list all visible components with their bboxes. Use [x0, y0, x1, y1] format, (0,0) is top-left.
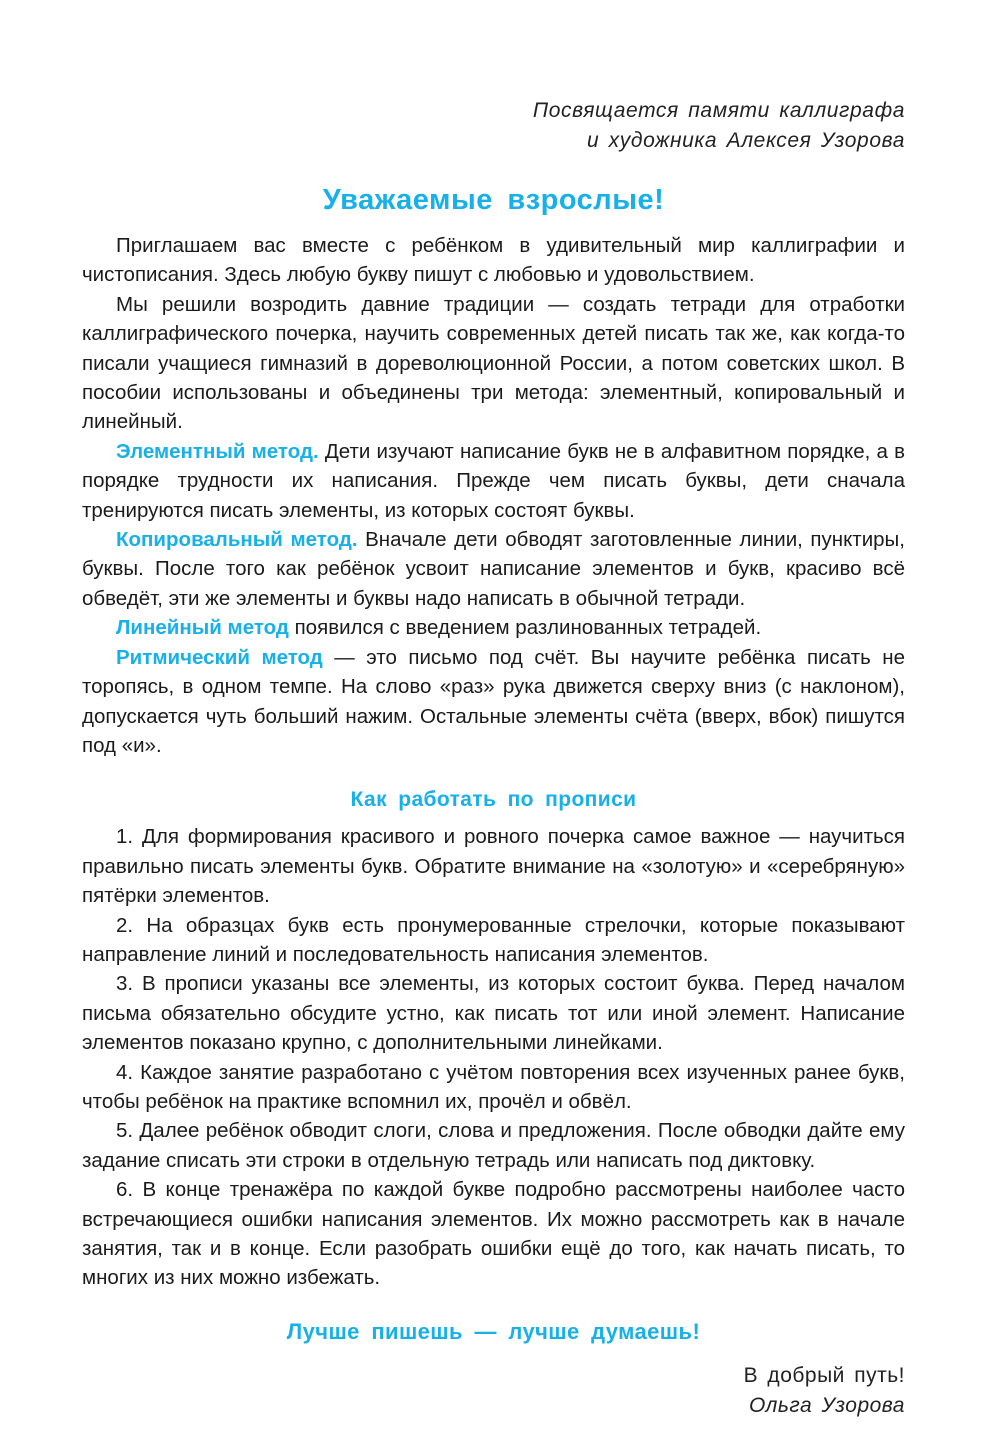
instruction-paragraph-5-text: 5. Далее ребёнок обводит слоги, слова и предложения. После обводки дайте ему задание списать эти строки в отдельную тетрадь или написать под диктовку.: [82, 1119, 905, 1172]
instruction-paragraph-3-text: 3. В прописи указаны все элементы, из которых состоит буква. Перед началом письма обязательно обсудите устно, как писать тот или иной элемент. Написание элементов показано крупно, с дополнительными линейками.: [82, 972, 905, 1055]
intro-paragraph-6-text: — это письмо под счёт. Вы научите ребёнка писать не торопясь, в одном темпе. На слово «раз» рука движется сверху вниз (с наклоном), допускается чуть больший нажим. Остальные элементы счёта (вверх, вбок) пишутся под «и».: [82, 645, 905, 757]
instruction-paragraph-4: [82, 1058, 905, 1117]
dedication-line-1: Посвящается памяти каллиграфа: [532, 99, 905, 122]
intro-paragraph-1-text: Приглашаем вас вместе с ребёнком в удивительный мир каллиграфии и чистописания. Здесь любую букву пишут с любовью и удовольствием.: [82, 234, 905, 287]
signature-author-name: Ольга Узорова: [748, 1393, 905, 1417]
intro-section: [82, 231, 905, 760]
intro-paragraph-5-lead: Линейный метод: [116, 616, 289, 640]
instruction-paragraph-6-text: 6. В конце тренажёра по каждой букве подробно рассмотрены наиболее часто встречающиеся ошибки написания элементов. Их можно рассмотреть как в начале занятия, так и в конце. Если разобрать ошибки ещё до того, как начать писать, то многих из них можно избежать.: [82, 1178, 905, 1290]
intro-paragraph-2: [82, 290, 905, 437]
section-heading-how-to-use: Как работать по прописи: [350, 788, 637, 812]
intro-paragraph-5: [82, 613, 905, 642]
slogan: Лучше пишешь — лучше думаешь!: [286, 1318, 701, 1344]
instruction-paragraph-5: [82, 1116, 905, 1175]
intro-paragraph-3: [82, 437, 905, 525]
intro-paragraph-1: [82, 231, 905, 290]
intro-paragraph-3-lead: Элементный метод.: [116, 439, 319, 463]
instruction-paragraph-1-text: 1. Для формирования красивого и ровного почерка самое важное — научиться правильно писать элементы букв. Обратите внимание на «золотую» и «серебряную» пятёрки элементов.: [82, 825, 905, 908]
instructions-section: [82, 822, 905, 1293]
instruction-paragraph-2: [82, 911, 905, 970]
dedication-block: [82, 96, 905, 156]
signature-block: [82, 1361, 905, 1421]
intro-paragraph-4-lead: Копировальный метод.: [116, 528, 358, 552]
intro-paragraph-6: [82, 643, 905, 761]
intro-paragraph-3-text: Дети изучают написание букв не в алфавитном порядке, а в порядке трудности их написания. Прежде чем писать буквы, дети сначала тренируются писать элементы, из которых состоят буквы.: [82, 439, 905, 522]
instruction-paragraph-4-text: 4. Каждое занятие разработано с учётом повторения всех изученных ранее букв, чтобы ребёнок на практике вспомнил их, прочёл и обвёл.: [82, 1060, 905, 1113]
intro-paragraph-2-text: Мы решили возродить давние традиции — создать тетради для отработки каллиграфического почерка, научить современных детей писать так же, как когда-то писали учащиеся гимназий в дореволюционной России, а потом советских школ. В пособии использованы и объединены три метода: элементный, копировальный и линейный.: [82, 292, 905, 434]
instruction-paragraph-6: [82, 1175, 905, 1293]
intro-paragraph-4-text: Вначале дети обводят заготовленные линии, пунктиры, буквы. После того как ребёнок усвоит написание элементов и букв, красиво всё обведёт, эти же элементы и буквы надо написать в обычной тетради.: [82, 528, 905, 610]
instruction-paragraph-2-text: 2. На образцах букв есть пронумерованные стрелочки, которые показывают направление линий и последовательность написания элементов.: [82, 913, 905, 966]
intro-paragraph-4: [82, 525, 905, 613]
intro-paragraph-6-lead: Ритмический метод: [116, 645, 323, 669]
instruction-paragraph-3: [82, 969, 905, 1057]
page-title: Уважаемые взрослые!: [322, 184, 665, 216]
intro-paragraph-5-text: появился с введением разлинованных тетрадей.: [288, 616, 762, 640]
signature-wish: В добрый путь!: [743, 1363, 905, 1387]
dedication-line-2: и художника Алексея Узорова: [586, 129, 905, 152]
instruction-paragraph-1: [82, 822, 905, 910]
page-content: [82, 0, 905, 1421]
